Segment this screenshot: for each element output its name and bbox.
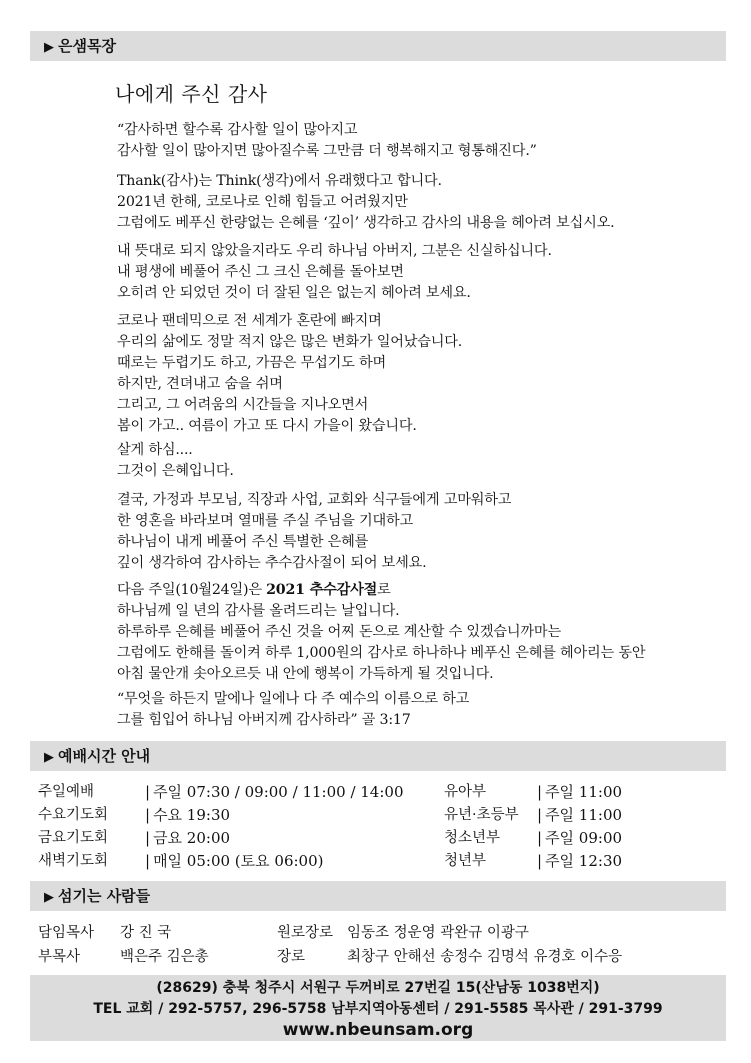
footer-address: (28629) 충북 청주시 서원구 두꺼비로 27번길 15(산남동 1038번지): [156, 980, 600, 996]
paragraph-5: [117, 440, 234, 482]
paragraph-6: [117, 490, 511, 574]
schedule-label: 주일예배: [38, 784, 95, 800]
text-line: 오히려 안 되었던 것이 더 잘된 일은 없는지 헤아려 보세요.: [117, 285, 471, 301]
divider: |: [537, 852, 543, 870]
schedule-row: [38, 804, 404, 827]
role-names: 임동조 정운영 곽완규 이광구: [347, 925, 529, 941]
footer-website[interactable]: www.nbeunsam.org: [282, 1020, 474, 1040]
text-line: 감사할 일이 많아지면 많아질수록 그만큼 더 행복해지고 형통해진다.”: [117, 143, 537, 159]
text-line: 때로는 두렵기도 하고, 가끔은 무섭기도 하며: [117, 355, 386, 371]
schedule-label: 청소년부: [444, 830, 501, 846]
text-line: 깊이 생각하여 감사하는 추수감사절이 되어 보세요.: [117, 555, 427, 571]
section-title: 섬기는 사람들: [58, 887, 151, 905]
text-line: “무엇을 하든지 말에나 일에나 다 주 예수의 이름으로 하고: [117, 691, 470, 707]
role-label: 원로장로: [277, 925, 334, 941]
text-line: “감사하면 할수록 감사할 일이 많아지고: [117, 122, 358, 138]
paragraph-7: [117, 580, 645, 685]
schedule-row: [444, 781, 622, 804]
text-line: 우리의 삶에도 정말 적지 않은 많은 변화가 일어났습니다.: [117, 334, 463, 350]
triangle-right-icon: ▶: [44, 890, 54, 905]
people-row: [38, 945, 209, 969]
text-span: 로: [377, 582, 391, 598]
paragraph-4: [117, 311, 462, 437]
text-line: 내 뜻대로 되지 않았을지라도 우리 하나님 아버지, 그분은 신실하십니다.: [117, 243, 552, 259]
text-line: Thank(감사)는 Think(생각)에서 유래했다고 합니다.: [117, 173, 442, 189]
role-names: 최창구 안해선 송정수 김명석 유경호 이수응: [347, 949, 623, 965]
pastors-list: [38, 921, 209, 969]
section-title: 은샘목장: [58, 37, 116, 55]
triangle-right-icon: ▶: [44, 40, 54, 55]
role-label: 부목사: [38, 949, 81, 965]
role-names: 강 진 국: [120, 925, 172, 941]
section-header-eunsam: [30, 31, 726, 61]
divider: |: [537, 829, 543, 847]
text-line: 코로나 팬데믹으로 전 세계가 혼란에 빠지며: [117, 313, 382, 329]
people-row: [38, 921, 209, 945]
people-row: [277, 921, 622, 945]
text-line: 봄이 가고.. 여름이 가고 또 다시 가을이 왔습니다.: [117, 418, 417, 434]
schedule-row: [444, 850, 622, 873]
people-row: [277, 945, 622, 969]
divider: |: [145, 852, 151, 870]
text-line: 하나님께 일 년의 감사를 올려드리는 날입니다.: [117, 603, 400, 619]
schedule-label: 수요기도회: [38, 807, 109, 823]
divider: |: [145, 783, 151, 801]
section-header-worship: [30, 741, 726, 771]
text-line: 그리고, 그 어려움의 시간들을 지나오면서: [117, 397, 369, 413]
schedule-row: [38, 827, 404, 850]
text-line: 그럼에도 한해를 돌이켜 하루 1,000원의 감사로 하나하나 베푸신 은혜를 헤아리는 동안: [117, 645, 646, 661]
schedule-label: 청년부: [444, 853, 487, 869]
footer-contact: [30, 975, 726, 1041]
section-header-servers: [30, 881, 726, 911]
text-line: 그럼에도 베푸신 한량없는 은혜를 ‘깊이’ 생각하고 감사의 내용을 헤아려 보십시오.: [117, 215, 615, 231]
schedule-row: [38, 850, 404, 873]
schedule-time: 금요 20:00: [153, 829, 231, 847]
schedule-label: 유아부: [444, 784, 487, 800]
schedule-label: 금요기도회: [38, 830, 109, 846]
worship-schedule-right: [444, 781, 622, 873]
footer-phones: TEL 교회 / 292-5757, 296-5758 남부지역아동센터 / 291-5585 목사관 / 291-3799: [93, 1001, 663, 1017]
text-span: 다음 주일(10월24일)은: [117, 582, 267, 598]
paragraph-2: [117, 171, 614, 234]
role-label: 담임목사: [38, 925, 95, 941]
text-line: 그것이 은혜입니다.: [117, 463, 234, 479]
divider: |: [145, 829, 151, 847]
schedule-time: 주일 11:00: [545, 783, 623, 801]
schedule-row: [444, 827, 622, 850]
schedule-time: 주일 12:30: [545, 852, 623, 870]
divider: |: [145, 806, 151, 824]
role-names: 백은주 김은총: [120, 949, 209, 965]
text-line: 살게 하심....: [117, 442, 193, 458]
schedule-time: 수요 19:30: [153, 806, 231, 824]
schedule-time: 주일 11:00: [545, 806, 623, 824]
schedule-time: 주일 07:30 / 09:00 / 11:00 / 14:00: [153, 783, 404, 801]
divider: |: [537, 806, 543, 824]
article-title: 나에게 주신 감사: [115, 82, 268, 106]
section-title: 예배시간 안내: [58, 747, 151, 765]
highlight-line: [117, 580, 645, 601]
text-line: 하지만, 견뎌내고 숨을 쉬며: [117, 376, 283, 392]
schedule-label: 유년·초등부: [444, 807, 519, 823]
text-line: 하나님이 내게 베풀어 주신 특별한 은혜를: [117, 534, 369, 550]
paragraph-1: [117, 120, 537, 162]
worship-schedule-left: [38, 781, 404, 873]
schedule-label: 새벽기도회: [38, 853, 109, 869]
text-line: 하루하루 은혜를 베풀어 주신 것을 어찌 돈으로 계산할 수 있겠습니까마는: [117, 624, 561, 640]
schedule-row: [38, 781, 404, 804]
thanksgiving-emphasis: 2021 추수감사절: [266, 582, 378, 598]
role-label: 장로: [277, 949, 306, 965]
text-line: 아침 물안개 솟아오르듯 내 안에 행복이 가득하게 될 것입니다.: [117, 666, 494, 682]
text-line: 그를 힘입어 하나님 아버지께 감사하라” 골 3:17: [117, 712, 411, 728]
paragraph-8-scripture: [117, 689, 469, 731]
text-line: 결국, 가정과 부모님, 직장과 사업, 교회와 식구들에게 고마워하고: [117, 492, 512, 508]
schedule-row: [444, 804, 622, 827]
text-line: 한 영혼을 바라보며 열매를 주실 주님을 기대하고: [117, 513, 413, 529]
text-line: 내 평생에 베풀어 주신 그 크신 은혜를 돌아보면: [117, 264, 404, 280]
divider: |: [537, 783, 543, 801]
triangle-right-icon: ▶: [44, 750, 54, 765]
schedule-time: 주일 09:00: [545, 829, 623, 847]
text-line: 2021년 한해, 코로나로 인해 힘들고 어려웠지만: [117, 194, 408, 210]
schedule-time: 매일 05:00 (토요 06:00): [153, 852, 324, 870]
elders-list: [277, 921, 622, 969]
paragraph-3: [117, 241, 552, 304]
